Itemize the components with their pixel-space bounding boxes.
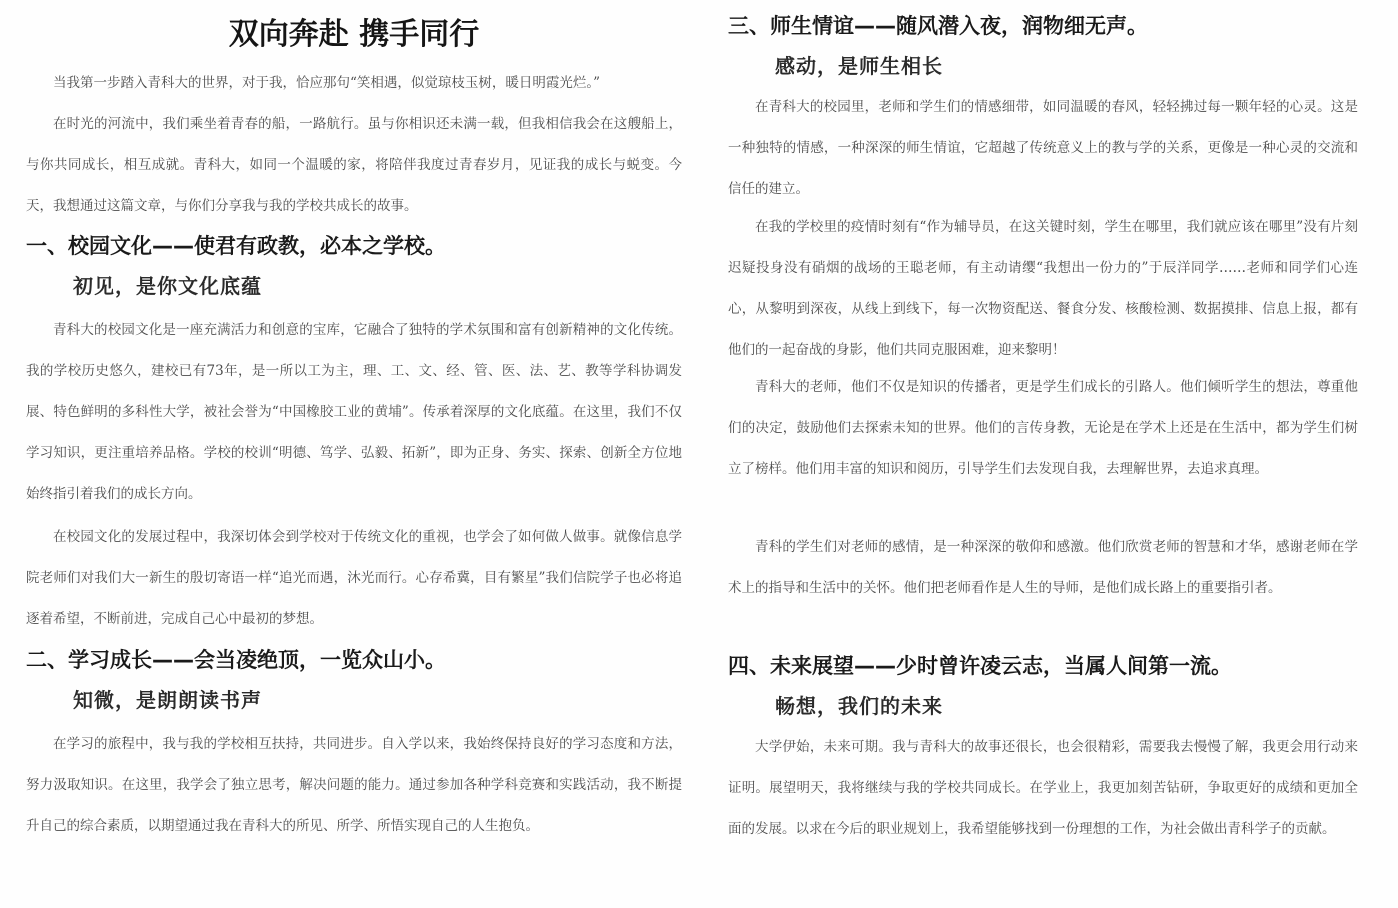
section-2-heading: 二、学习成长——会当凌绝顶，一览众山小。 <box>26 648 446 672</box>
section-3-subheading: 感动，是师生相长 <box>775 54 943 78</box>
intro-paragraph-1: 当我第一步踏入青科大的世界，对于我，恰应那句“笑相遇，似觉琼枝玉树，暖日明霞光烂。” <box>53 75 601 91</box>
section-1-subheading: 初见，是你文化底蕴 <box>73 274 262 298</box>
section-1-heading: 一、校园文化——使君有政教，必本之学校。 <box>26 234 446 258</box>
section-2-paragraph-1: 在学习的旅程中，我与我的学校相互扶持，共同进步。自入学以来，我始终保持良好的学习态度和方法，努力汲取知识。在这里，我学会了独立思考，解决问题的能力。通过参加各种学科竞赛和实践活动，我不断提升自己的综合素质，以期望通过我在青科大的所见、所学、所悟实现自己的人生抱负。 <box>26 736 682 834</box>
section-3-paragraph-2: 在我的学校里的疫情时刻有“作为辅导员，在这关键时刻，学生在哪里，我们就应该在哪里”没有片刻迟疑投身没有硝烟的战场的王聪老师，有主动请缨“我想出一份力的”于辰洋同学……老师和同学们心连心，从黎明到深夜，从线上到线下，每一次物资配送、餐食分发、核酸检测、数据摸排、信息上报，都有他们的一起奋战的身影，他们共同克服困难，迎来黎明！ <box>728 219 1358 358</box>
section-1-paragraph-1: 青科大的校园文化是一座充满活力和创意的宝库，它融合了独特的学术氛围和富有创新精神的文化传统。我的学校历史悠久，建校已有73年，是一所以工为主，理、工、文、经、管、医、法、艺、教等学科协调发展、特色鲜明的多科性大学，被社会誉为“中国橡胶工业的黄埔”。传承着深厚的文化底蕴。在这里，我们不仅学习知识，更注重培养品格。学校的校训“明德、笃学、弘毅、拓新”，即为正身、务实、探索、创新全方位地始终指引着我们的成长方向。 <box>26 322 682 502</box>
section-4-paragraph-1: 大学伊始，未来可期。我与青科大的故事还很长，也会很精彩，需要我去慢慢了解，我更会用行动来证明。展望明天，我将继续与我的学校共同成长。在学业上，我更加刻苦钻研，争取更好的成绩和更加全面的发展。以求在今后的职业规划上，我希望能够找到一份理想的工作，为社会做出青科学子的贡献。 <box>728 739 1358 837</box>
document-title: 双向奔赴 携手同行 <box>228 17 480 52</box>
section-3-paragraph-1: 在青科大的校园里，老师和学生们的情感细带，如同温暖的春风，轻轻拂过每一颗年轻的心灵。这是一种独特的情感，一种深深的师生情谊，它超越了传统意义上的教与学的关系，更像是一种心灵的交流和信任的建立。 <box>728 99 1358 197</box>
section-3-paragraph-4: 青科的学生们对老师的感情，是一种深深的敬仰和感激。他们欣赏老师的智慧和才华，感谢老师在学术上的指导和生活中的关怀。他们把老师看作是人生的导师，是他们成长路上的重要指引者。 <box>728 539 1358 596</box>
section-3-heading: 三、师生情谊——随风潜入夜，润物细无声。 <box>728 14 1148 38</box>
section-2-subheading: 知微，是朗朗读书声 <box>73 688 262 712</box>
section-1-paragraph-2: 在校园文化的发展过程中，我深切体会到学校对于传统文化的重视，也学会了如何做人做事。就像信息学院老师们对我们大一新生的殷切寄语一样“追光而遇，沐光而行。心存希冀，目有繁星”我们信院学子也必将追逐着希望，不断前进，完成自己心中最初的梦想。 <box>26 529 682 627</box>
intro-paragraph-2: 在时光的河流中，我们乘坐着青春的船，一路航行。虽与你相识还未满一载，但我相信我会在这艘船上，与你共同成长，相互成就。青科大，如同一个温暖的家，将陪伴我度过青春岁月，见证我的成长与蜕变。今天，我想通过这篇文章，与你们分享我与我的学校共成长的故事。 <box>26 116 682 214</box>
section-4-subheading: 畅想，我们的未来 <box>775 694 943 718</box>
section-3-paragraph-3: 青科大的老师，他们不仅是知识的传播者，更是学生们成长的引路人。他们倾听学生的想法，尊重他们的决定，鼓励他们去探索未知的世界。他们的言传身教，无论是在学术上还是在生活中，都为学生们树立了榜样。他们用丰富的知识和阅历，引导学生们去发现自我，去理解世界，去追求真理。 <box>728 379 1358 477</box>
section-4-heading: 四、未来展望——少时曾许凌云志，当属人间第一流。 <box>728 654 1232 678</box>
